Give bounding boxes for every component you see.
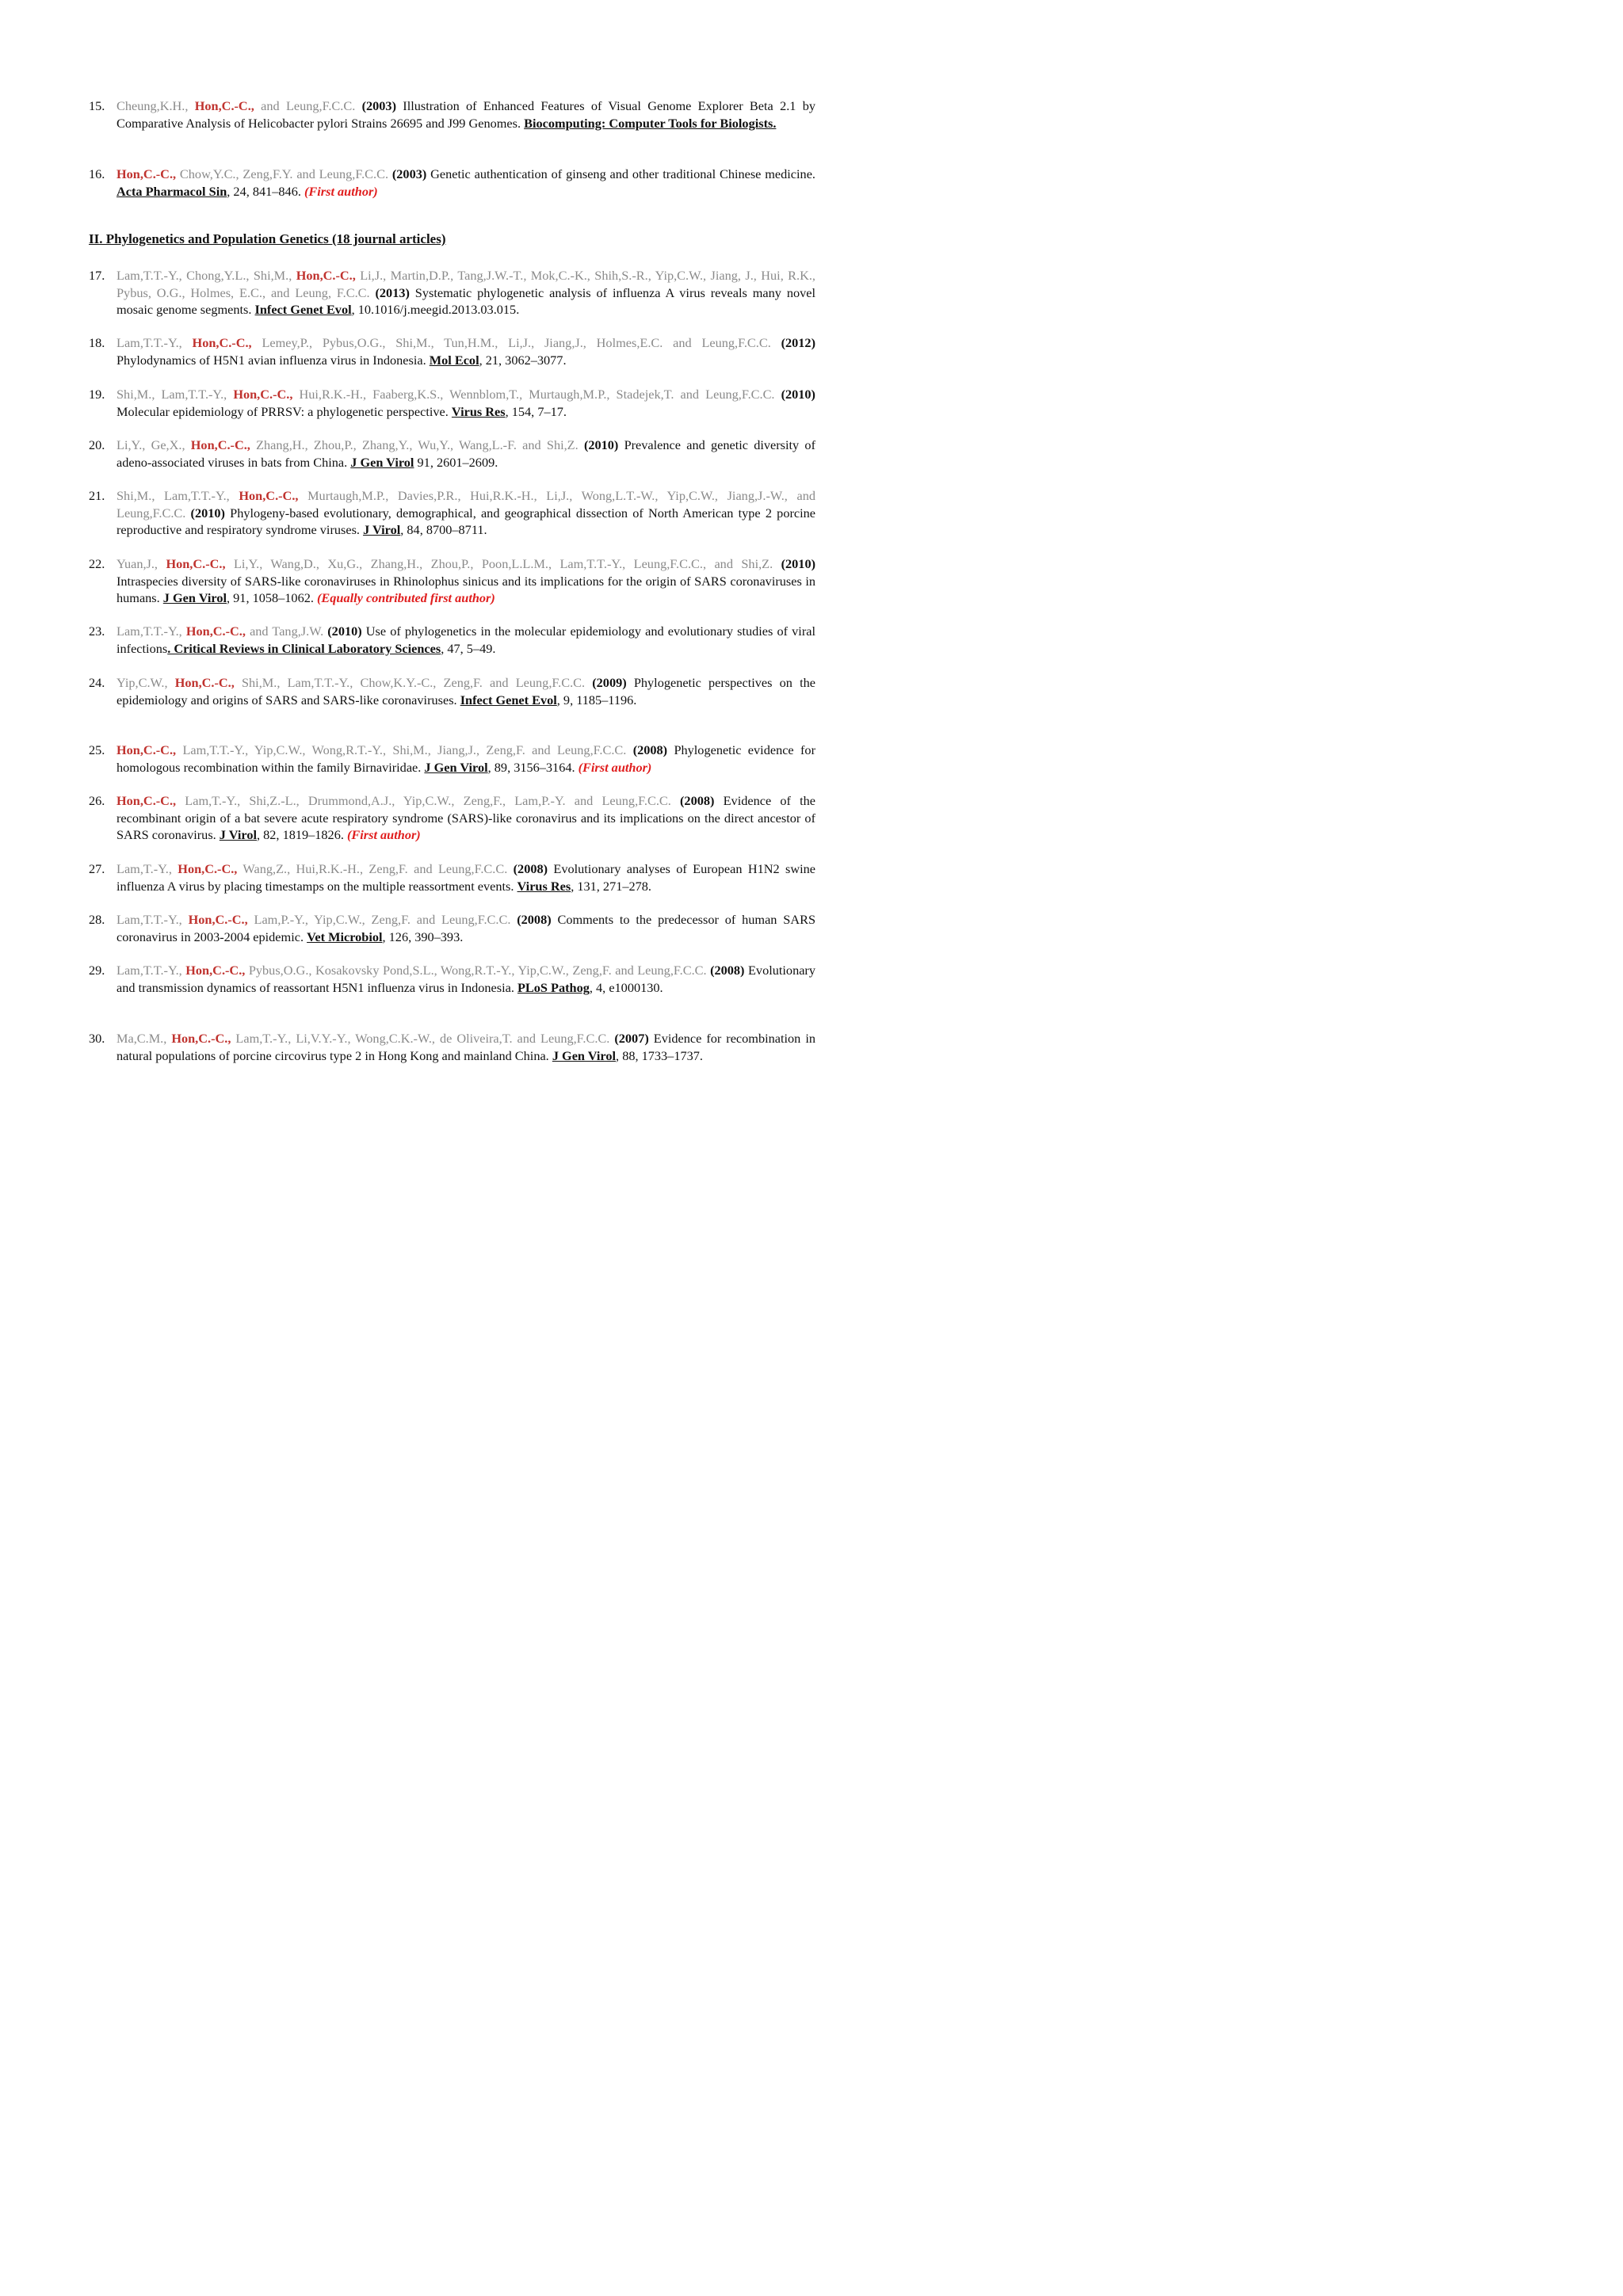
reference-entry xyxy=(89,487,815,539)
publication-year: (2010) xyxy=(327,624,362,639)
coauthor-names: Cheung,K.H., xyxy=(116,98,195,113)
article-title: Illustration of Enhanced Features of Visual Genome Explorer Beta 2.1 by Comparative Analysis of Helicobacter pylori Strains 26695 and J99 Genomes. xyxy=(116,98,815,131)
coauthor-names: Ma,C.M., xyxy=(116,1031,172,1046)
article-title: Prevalence and genetic diversity of adeno-associated viruses in bats from China. xyxy=(116,437,815,470)
volume-pages: , 154, 7–17. xyxy=(505,403,567,419)
highlighted-author: Hon,C.-C., xyxy=(178,861,238,876)
publication-year: (2010) xyxy=(781,556,816,571)
authorship-note: (Equally contributed first author) xyxy=(316,590,495,605)
publication-year: (2010) xyxy=(583,437,619,452)
coauthor-names: Yuan,J., xyxy=(116,556,166,571)
publication-year: (2010) xyxy=(190,505,225,521)
reference-entry xyxy=(89,742,815,776)
reference-entry xyxy=(89,555,815,607)
article-title: Evolutionary and transmission dynamics of reassortant H5N1 influenza virus in Indonesia. xyxy=(116,963,815,995)
reference-number: 26. xyxy=(89,793,105,808)
publication-year: (2008) xyxy=(513,861,548,876)
volume-pages: , 84, 8700–8711. xyxy=(400,522,487,537)
authorship-note: (First author) xyxy=(578,759,652,775)
coauthor-names: Shi,M., Lam,T.T.-Y., Chow,K.Y.-C., Zeng,F. and Leung,F.C.C. xyxy=(234,675,593,690)
coauthor-names: Lam,T.T.-Y., Yip,C.W., Wong,R.T.-Y., Shi,M., Jiang,J., Zeng,F. and Leung,F.C.C. xyxy=(176,742,633,757)
article-title: Intraspecies diversity of SARS-like coronaviruses in Rhinolophus sinicus and its implications for the origin of SARS coronaviruses in humans. xyxy=(116,573,815,605)
authorship-note: (First author) xyxy=(346,827,421,842)
reference-entry xyxy=(89,1030,815,1064)
section-heading: II. Phylogenetics and Population Genetics (18 journal articles) xyxy=(89,231,446,246)
reference-number: 27. xyxy=(89,861,105,876)
volume-pages: , 89, 3156–3164. xyxy=(487,759,579,775)
journal-name: Biocomputing: Computer Tools for Biologists. xyxy=(524,115,777,131)
reference-text xyxy=(116,1030,815,1064)
reference-text xyxy=(116,487,815,539)
reference-text xyxy=(116,437,815,471)
volume-pages: , 21, 3062–3077. xyxy=(479,352,567,368)
journal-name: Vet Microbiol xyxy=(307,929,383,944)
article-title: Comments to the predecessor of human SARS coronavirus in 2003-2004 epidemic. xyxy=(116,912,816,944)
reference-text xyxy=(116,623,815,657)
highlighted-author: Hon,C.-C., xyxy=(194,98,254,113)
volume-pages: , 24, 841–846. xyxy=(227,183,304,199)
highlighted-author: Hon,C.-C., xyxy=(188,912,248,927)
reference-entry xyxy=(89,386,815,420)
highlighted-author: Hon,C.-C., xyxy=(116,793,177,808)
highlighted-author: Hon,C.-C., xyxy=(296,268,356,283)
highlighted-author: Hon,C.-C., xyxy=(192,335,252,350)
coauthor-names: Lemey,P., Pybus,O.G., Shi,M., Tun,H.M., Li,J., Jiang,J., Holmes,E.C. and Leung,F.C.C. xyxy=(251,335,781,350)
article-title: Genetic authentication of ginseng and other traditional Chinese medicine. xyxy=(426,166,815,181)
journal-name: J Virol xyxy=(219,827,257,842)
reference-text xyxy=(116,97,815,132)
reference-text xyxy=(116,860,815,894)
reference-number: 20. xyxy=(89,437,105,452)
volume-pages: , 91, 1058–1062. xyxy=(227,590,317,605)
article-title: Molecular epidemiology of PRRSV: a phylogenetic perspective. xyxy=(116,403,452,419)
highlighted-author: Hon,C.-C., xyxy=(171,1031,231,1046)
coauthor-names: and Leung,F.C.C. xyxy=(254,98,362,113)
publication-year: (2003) xyxy=(361,98,396,113)
coauthor-names: Shi,M., Lam,T.T.-Y., xyxy=(116,387,234,402)
publication-year: (2008) xyxy=(632,742,668,757)
authorship-note: (First author) xyxy=(304,183,378,199)
journal-name: J Gen Virol xyxy=(424,759,488,775)
reference-number: 25. xyxy=(89,742,105,757)
highlighted-author: Hon,C.-C., xyxy=(239,488,299,503)
reference-entry xyxy=(89,911,815,945)
highlighted-author: Hon,C.-C., xyxy=(190,437,250,452)
reference-entry xyxy=(89,97,815,132)
publication-year: (2007) xyxy=(614,1031,649,1046)
journal-name: Infect Genet Evol xyxy=(460,692,557,707)
article-title: Phylogeny-based evolutionary, demographical, and geographical dissection of North American type 2 porcine reproductive and respiratory syndrome viruses. xyxy=(116,505,815,537)
reference-number: 18. xyxy=(89,335,105,350)
coauthor-names: Lam,T.T.-Y., xyxy=(116,912,189,927)
reference-number: 23. xyxy=(89,624,105,639)
reference-number: 16. xyxy=(89,166,105,181)
article-title: Evidence for recombination in natural populations of porcine circovirus type 2 in Hong Kong and mainland China. xyxy=(116,1031,815,1063)
reference-text xyxy=(116,911,815,945)
reference-number: 21. xyxy=(89,488,105,503)
reference-entry xyxy=(89,962,815,996)
reference-text xyxy=(116,962,815,996)
publication-year: (2010) xyxy=(781,387,815,402)
article-title: Evolutionary analyses of European H1N2 swine influenza A virus by placing timestamps on the multiple reassortment events. xyxy=(116,861,815,894)
journal-name: J Gen Virol xyxy=(350,454,414,470)
highlighted-author: Hon,C.-C., xyxy=(166,556,226,571)
article-title: Phylogenetic evidence for homologous recombination within the family Birnaviridae. xyxy=(116,742,815,775)
publication-year: (2008) xyxy=(680,793,715,808)
journal-name: Virus Res xyxy=(517,878,571,894)
coauthor-names: Wang,Z., Hui,R.K.-H., Zeng,F. and Leung,F.C.C. xyxy=(237,861,514,876)
volume-pages: 91, 2601–2609. xyxy=(414,454,498,470)
coauthor-names: Lam,T.-Y., xyxy=(116,861,178,876)
article-title: Systematic phylogenetic analysis of influenza A virus reveals many novel mosaic genome segments. xyxy=(116,284,815,317)
coauthor-names: Li,Y., Wang,D., Xu,G., Zhang,H., Zhou,P., Poon,L.L.M., Lam,T.T.-Y., Leung,F.C.C., and Shi,Z. xyxy=(225,556,781,571)
journal-name: J Virol xyxy=(363,522,401,537)
volume-pages: , 47, 5–49. xyxy=(441,640,496,656)
reference-text xyxy=(116,792,815,844)
reference-number: 29. xyxy=(89,963,105,978)
journal-name: Virus Res xyxy=(451,403,506,419)
reference-entry xyxy=(89,166,815,200)
reference-number: 30. xyxy=(89,1031,105,1046)
coauthor-names: Shi,M., Lam,T.T.-Y., xyxy=(116,488,239,503)
reference-number: 28. xyxy=(89,912,105,927)
article-title: Use of phylogenetics in the molecular epidemiology and evolutionary studies of viral infections xyxy=(116,624,815,656)
volume-pages: , 4, e1000130. xyxy=(589,979,663,995)
volume-pages: , 10.1016/j.meegid.2013.03.015. xyxy=(351,302,520,317)
coauthor-names: Lam,T.T.-Y., Chong,Y.L., Shi,M., xyxy=(116,268,296,283)
article-title: Phylogenetic perspectives on the epidemiology and origins of SARS and SARS-like coronaviruses. xyxy=(116,675,815,707)
publication-year: (2012) xyxy=(781,335,815,350)
article-title: Phylodynamics of H5N1 avian influenza virus in Indonesia. xyxy=(116,352,430,368)
journal-name: Infect Genet Evol xyxy=(254,302,352,317)
reference-text xyxy=(116,386,815,420)
coauthor-names: Murtaugh,M.P., Davies,P.R., Hui,R.K.-H., Li,J., Wong,L.T.-W., Yip,C.W., Jiang,J.-W., and Leung,F.C.C. xyxy=(116,488,815,521)
reference-text xyxy=(116,334,815,368)
coauthor-names: Pybus,O.G., Kosakovsky Pond,S.L., Wong,R.T.-Y., Yip,C.W., Zeng,F. and Leung,F.C.C. xyxy=(245,963,711,978)
coauthor-names: Yip,C.W., xyxy=(116,675,175,690)
reference-number: 15. xyxy=(89,98,105,113)
reference-text xyxy=(116,267,815,318)
highlighted-author: Hon,C.-C., xyxy=(185,624,246,639)
coauthor-names: Lam,T.T.-Y., xyxy=(116,963,186,978)
coauthor-names: and Tang,J.W. xyxy=(245,624,328,639)
journal-name: J Gen Virol xyxy=(552,1047,617,1063)
reference-entry xyxy=(89,623,815,657)
coauthor-names: Lam,T.-Y., Li,V.Y.-Y., Wong,C.K.-W., de Oliveira,T. and Leung,F.C.C. xyxy=(231,1031,615,1046)
highlighted-author: Hon,C.-C., xyxy=(116,166,177,181)
reference-entry xyxy=(89,860,815,894)
reference-entry xyxy=(89,437,815,471)
reference-entry xyxy=(89,267,815,318)
highlighted-author: Hon,C.-C., xyxy=(185,963,246,978)
coauthor-names: Lam,T.T.-Y., xyxy=(116,335,193,350)
highlighted-author: Hon,C.-C., xyxy=(116,742,177,757)
journal-name: Acta Pharmacol Sin xyxy=(116,183,227,199)
volume-pages: , 126, 390–393. xyxy=(382,929,464,944)
highlighted-author: Hon,C.-C., xyxy=(174,675,235,690)
reference-entry xyxy=(89,792,815,844)
coauthor-names: Li,Y., Ge,X., xyxy=(116,437,191,452)
volume-pages: , 131, 271–278. xyxy=(571,878,651,894)
coauthor-names: Lam,P.-Y., Yip,C.W., Zeng,F. and Leung,F.C.C. xyxy=(247,912,517,927)
reference-text xyxy=(116,742,815,776)
coauthor-names: Hui,R.K.-H., Faaberg,K.S., Wennblom,T., Murtaugh,M.P., Stadejek,T. and Leung,F.C.C. xyxy=(292,387,781,402)
reference-entry xyxy=(89,334,815,368)
journal-name: PLoS Pathog xyxy=(517,979,590,995)
volume-pages: , 88, 1733–1737. xyxy=(616,1047,703,1063)
publication-year: (2013) xyxy=(375,284,410,300)
publication-year: (2009) xyxy=(592,675,627,690)
reference-text xyxy=(116,555,815,607)
publication-year: (2008) xyxy=(517,912,552,927)
publication-year: (2008) xyxy=(710,963,745,978)
reference-text xyxy=(116,674,815,708)
coauthor-names: Lam,T.-Y., Shi,Z.-L., Drummond,A.J., Yip,C.W., Zeng,F., Lam,P.-Y. and Leung,F.C.C. xyxy=(176,793,681,808)
reference-number: 17. xyxy=(89,268,105,283)
article-title: Evidence of the recombinant origin of a bat severe acute respiratory syndrome (SARS)-like coronavirus and its implications on the direct ancestor of SARS coronavirus. xyxy=(116,793,815,842)
volume-pages: , 9, 1185–1196. xyxy=(556,692,637,707)
journal-name: . Critical Reviews in Clinical Laboratory Sciences xyxy=(167,640,441,656)
coauthor-names: Li,J., Martin,D.P., Tang,J.W.-T., Mok,C.-K., Shih,S.-R., Yip,C.W., Jiang, J., Hui, R.K., Pybus, O.G., Holmes, E.C., and Leung, F.C.C. xyxy=(116,268,816,300)
journal-name: Mol Ecol xyxy=(429,352,479,368)
reference-number: 19. xyxy=(89,387,105,402)
coauthor-names: Chow,Y.C., Zeng,F.Y. and Leung,F.C.C. xyxy=(176,166,392,181)
reference-number: 24. xyxy=(89,675,105,690)
journal-name: J Gen Virol xyxy=(162,590,227,605)
publication-year: (2003) xyxy=(391,166,427,181)
reference-entry xyxy=(89,674,815,708)
highlighted-author: Hon,C.-C., xyxy=(233,387,293,402)
reference-text xyxy=(116,166,815,200)
coauthor-names: Zhang,H., Zhou,P., Zhang,Y., Wu,Y., Wang,L.-F. and Shi,Z. xyxy=(250,437,584,452)
volume-pages: , 82, 1819–1826. xyxy=(257,827,347,842)
reference-number: 22. xyxy=(89,556,105,571)
document-page xyxy=(0,0,875,1238)
coauthor-names: Lam,T.T.-Y., xyxy=(116,624,186,639)
